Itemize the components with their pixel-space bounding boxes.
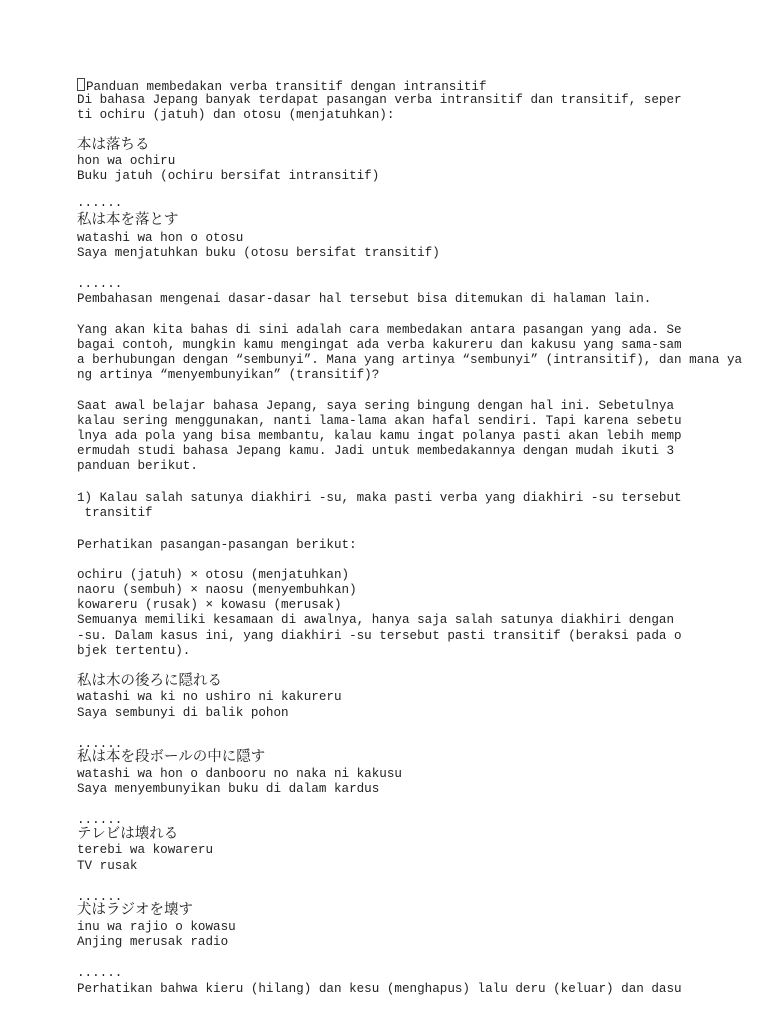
verb-pair-line: kowareru (rusak) × kowasu (merusak) — [77, 598, 342, 612]
text-line: transitif — [77, 506, 153, 520]
romaji-line: terebi wa kowareru — [77, 843, 214, 857]
verb-pair-line: ochiru (jatuh) × otosu (menjatuhkan) — [77, 568, 350, 582]
separator-dots: ...... — [77, 277, 123, 291]
text-line: ng artinya “menyembunyikan” (transitif)? — [77, 368, 380, 382]
japanese-sentence: 私は本を段ボールの中に隠す — [77, 749, 266, 765]
text-line: Semuanya memiliki kesamaan di awalnya, hanya saja salah satunya diakhiri dengan — [77, 613, 675, 627]
text-line: Pembahasan mengenai dasar-dasar hal tersebut bisa ditemukan di halaman lain. — [77, 292, 652, 306]
japanese-sentence: テレビは壊れる — [77, 826, 179, 842]
japanese-sentence: 私は本を落とす — [77, 212, 179, 228]
text-line: bagai contoh, mungkin kamu mengingat ada verba kakureru dan kakusu yang sama-sam — [77, 338, 682, 352]
text-line: 1) Kalau salah satunya diakhiri -su, maka pasti verba yang diakhiri -su tersebut — [77, 491, 682, 505]
doc-title-line — [77, 78, 487, 93]
missing-glyph-icon — [77, 78, 85, 91]
text-line: Yang akan kita bahas di sini adalah cara membedakan antara pasangan yang ada. Se — [77, 323, 682, 337]
translation-line: TV rusak — [77, 859, 138, 873]
text-line: Saat awal belajar bahasa Jepang, saya sering bingung dengan hal ini. Sebetulnya — [77, 399, 675, 413]
japanese-sentence: 私は木の後ろに隠れる — [77, 673, 222, 689]
text-line: -su. Dalam kasus ini, yang diakhiri -su tersebut pasti transitif (beraksi pada o — [77, 629, 682, 643]
separator-dots: ...... — [77, 737, 123, 751]
text-line: bjek tertentu). — [77, 644, 191, 658]
romaji-line: watashi wa ki no ushiro ni kakureru — [77, 690, 342, 704]
text-line: panduan berikut. — [77, 459, 198, 473]
text-line: a berhubungan dengan “sembunyi”. Mana yang artinya “sembunyi” (intransitif), dan mana ya — [77, 353, 743, 367]
translation-line: Saya menjatuhkan buku (otosu bersifat transitif) — [77, 246, 440, 260]
translation-line: Saya sembunyi di balik pohon — [77, 706, 289, 720]
verb-pair-line: naoru (sembuh) × naosu (menyembuhkan) — [77, 583, 357, 597]
doc-title-text: Panduan membedakan verba transitif dengan intransitif — [86, 80, 487, 94]
text-line: lnya ada pola yang bisa membantu, kalau kamu ingat polanya pasti akan lebih memp — [77, 429, 682, 443]
text-line: ermudah studi bahasa Jepang kamu. Jadi untuk membedakannya dengan mudah ikuti 3 — [77, 444, 675, 458]
translation-line: Buku jatuh (ochiru bersifat intransitif) — [77, 169, 380, 183]
text-line: Di bahasa Jepang banyak terdapat pasangan verba intransitif dan transitif, seper — [77, 93, 682, 107]
separator-dots: ...... — [77, 890, 123, 904]
romaji-line: inu wa rajio o kowasu — [77, 920, 236, 934]
text-line: Perhatikan pasangan-pasangan berikut: — [77, 538, 357, 552]
separator-dots: ...... — [77, 813, 123, 827]
translation-line: Saya menyembunyikan buku di dalam kardus — [77, 782, 380, 796]
japanese-sentence: 犬はラジオを壊す — [77, 902, 193, 918]
text-line: Perhatikan bahwa kieru (hilang) dan kesu (menghapus) lalu deru (keluar) dan dasu — [77, 982, 682, 996]
text-line: kalau sering menggunakan, nanti lama-lama akan hafal sendiri. Tapi karena sebetu — [77, 414, 682, 428]
romaji-line: watashi wa hon o danbooru no naka ni kakusu — [77, 767, 402, 781]
romaji-line: hon wa ochiru — [77, 154, 176, 168]
separator-dots: ...... — [77, 966, 123, 980]
translation-line: Anjing merusak radio — [77, 935, 229, 949]
text-line: ti ochiru (jatuh) dan otosu (menjatuhkan): — [77, 108, 395, 122]
japanese-sentence: 本は落ちる — [77, 137, 150, 153]
separator-dots: ...... — [77, 196, 123, 210]
romaji-line: watashi wa hon o otosu — [77, 231, 244, 245]
